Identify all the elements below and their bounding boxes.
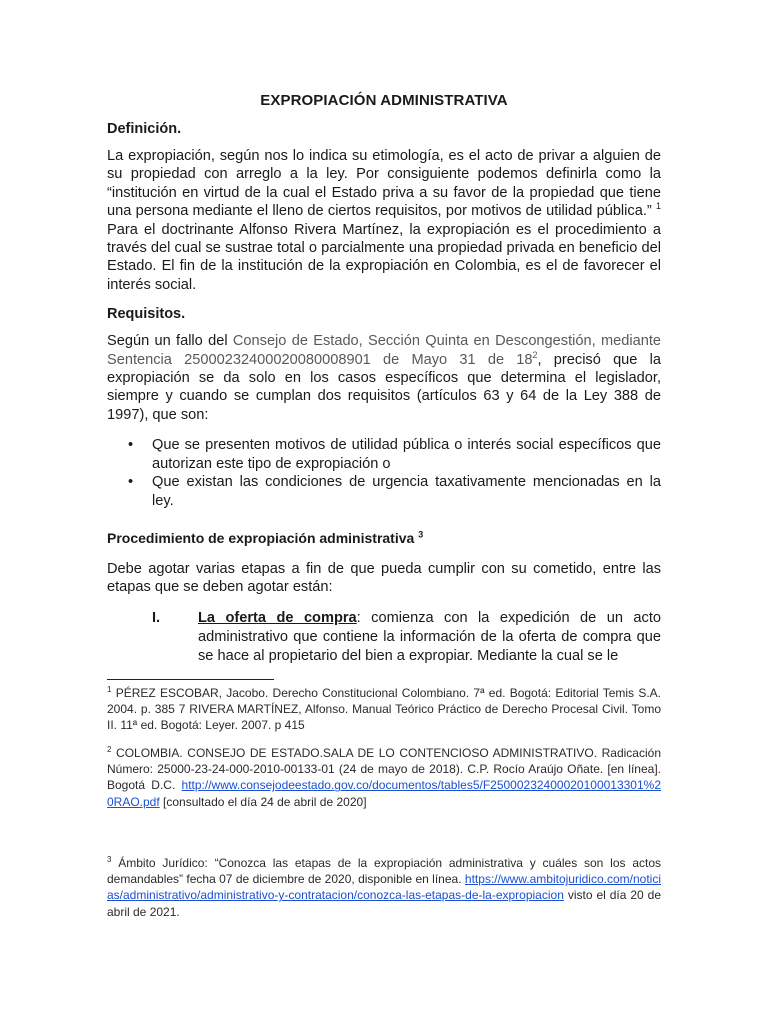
footnote-mark: 3 — [107, 855, 112, 864]
bullet-icon: • — [128, 474, 134, 491]
bullet-icon: • — [128, 437, 134, 454]
procedimiento-heading — [107, 530, 661, 546]
footnote-mark: 2 — [107, 745, 112, 754]
requisitos-text-2: , precisó que la expropiación se da solo en los casos específicos que determina el legislador, siempre y cuando se cumplan dos requisitos (artículos 63 y 64 de la Ley 388 de 1997), que son: — [107, 351, 661, 423]
footnote-2 — [107, 745, 661, 810]
footnote-separator — [107, 679, 274, 680]
requisitos-text-1: Según un fallo del — [107, 333, 233, 350]
definicion-text-2: Para el doctrinante Alfonso Rivera Martínez, la expropiación es el procedimiento a través del cual se sustrae total o parcialmente una propiedad privada en beneficio del Estado. El fin de la institución de la expropiación en Colombia, es el de favorecer el interés social. — [107, 221, 661, 293]
footnote-link[interactable]: http://www.consejodeestado.gov.co/documentos/tables5/F25000232400020100013301%20RAO.pdf — [107, 778, 661, 809]
stage-term: La oferta de compra — [198, 609, 357, 626]
footnote-text: PÉREZ ESCOBAR, Jacobo. Derecho Constitucional Colombiano. 7ª ed. Bogotá: Editorial Temis S.A. 2004. p. 385 7 RIVERA MARTÍNEZ, Alfonso. Manual Teórico Práctico de Derecho Procesal Civil. Tomo II. 11ª ed. Bogotá: Leyer. 2007. p 415 — [107, 686, 661, 733]
procedimiento-heading-text: Procedimiento de expropiación administrativa — [107, 529, 415, 546]
list-item — [107, 436, 661, 473]
list-item-text: Que se presenten motivos de utilidad pública o interés social específicos que autorizan este tipo de expropiación o — [152, 437, 661, 472]
footnote-text-after: [consultado el día 24 de abril de 2020] — [159, 794, 367, 809]
stages-list — [107, 609, 661, 667]
document-body — [107, 92, 661, 666]
list-item — [107, 473, 661, 510]
footnote-text-after: visto el día 20 de abril de 2021. — [107, 888, 661, 919]
footnote-mark: 1 — [107, 685, 112, 694]
requisitos-citation: Consejo de Estado, Sección Quinta en Descongestión, mediante Sentencia 25000232400020080008901 de Mayo 31 de 18 — [107, 333, 661, 368]
footnote-link[interactable]: https://www.ambitojuridico.com/noticias/administrativo/administrativo-y-contratacion/conozca-las-etapas-de-la-expropiacion — [107, 872, 661, 903]
footnote-ref-3[interactable]: 3 — [418, 529, 424, 540]
requisitos-list — [107, 436, 661, 510]
footnote-1 — [107, 685, 661, 734]
footnote-ref-1[interactable]: 1 — [655, 201, 661, 212]
definicion-text-1: La expropiación, según nos lo indica su etimología, es el acto de privar a alguien de su propiedad con arreglo a la ley. Por consiguiente podemos definirla como la “institución en virtud de la cual el Estado priva a su favor de la propiedad que tiene una persona mediante el lleno de ciertos requisitos, por motivos de utilidad pública.” — [107, 148, 661, 220]
footnote-text: Ámbito Jurídico: “Conozca las etapas de la expropiación administrativa y cuáles son los actos demandables” fecha 07 de diciembre de 2020, disponible en línea. — [107, 856, 661, 887]
requisitos-heading: Requisitos. — [107, 306, 186, 323]
requisitos-paragraph — [107, 332, 661, 424]
document-title: EXPROPIACIÓN ADMINISTRATIVA — [260, 92, 508, 109]
list-item-text: Que existan las condiciones de urgencia taxativamente mencionadas en la ley. — [152, 474, 661, 509]
stage-number: I. — [152, 609, 161, 626]
footnote-text: COLOMBIA. CONSEJO DE ESTADO.SALA DE LO CONTENCIOSO ADMINISTRATIVO. Radicación Número: 25000-23-24-000-2010-00133-01 (24 de mayo de 2018). C.P. Rocío Araújo Oñate. [en línea]. Bogotá D.C. — [107, 746, 661, 793]
footnote-3 — [107, 855, 661, 920]
definicion-paragraph — [107, 147, 661, 294]
footnote-ref-2[interactable]: 2 — [532, 349, 538, 360]
definicion-heading: Definición. — [107, 121, 182, 137]
stage-text: : comienza con la expedición de un acto administrativo que contiene la información de la oferta de compra que se hace al propietario del bien a expropiar. Mediante la cual se le — [198, 609, 661, 665]
stage-item — [107, 609, 661, 667]
procedimiento-intro: Debe agotar varias etapas a fin de que pueda cumplir con su cometido, entre las etapas que se deben agotar están: — [107, 560, 661, 596]
